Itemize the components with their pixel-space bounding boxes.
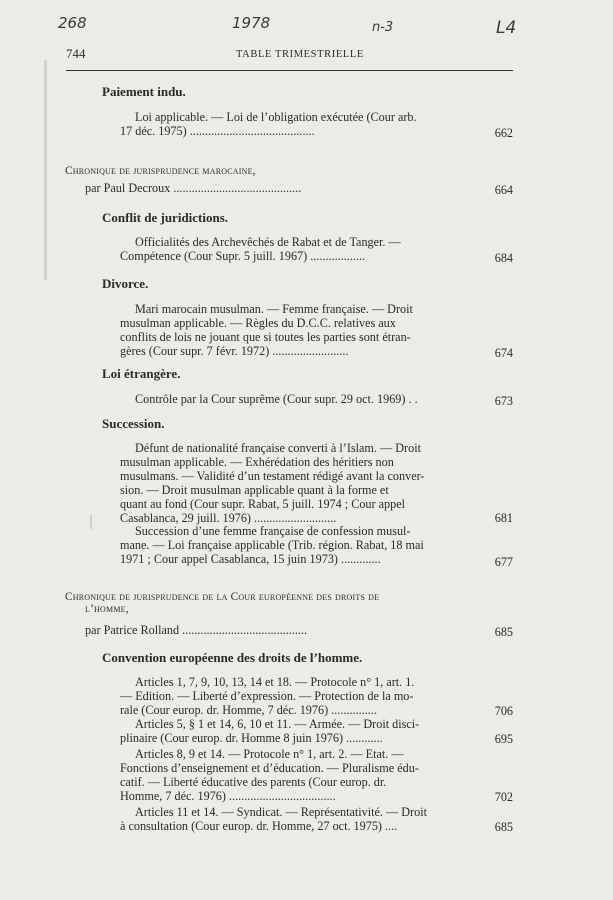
chronicle-title: l’homme, xyxy=(85,603,129,615)
entry-line: rale (Cour europ. dr. Homme, 7 déc. 1976) ............... xyxy=(120,703,377,717)
entry-line: catif. — Liberté éducative des parents (Cour europ. dr. xyxy=(120,775,387,789)
entry-line: Articles 5, § 1 et 14, 6, 10 et 11. — Armée. — Droit disci- xyxy=(135,717,420,731)
entry-line: 17 déc. 1975) ......................................... xyxy=(120,124,315,138)
entry-line: sion. — Droit musulman applicable quant à la forme et xyxy=(120,483,389,497)
page-ref: 681 xyxy=(494,511,513,525)
entry-line: Loi applicable. — Loi de l’obligation exécutée (Cour arb. xyxy=(135,110,417,124)
handwritten-note: 268 xyxy=(58,14,87,32)
page-ref: 677 xyxy=(494,555,513,569)
toc-entry xyxy=(120,124,315,138)
handwritten-note: L4 xyxy=(496,18,517,38)
running-title: TABLE TRIMESTRIELLE xyxy=(236,49,364,60)
page-ref: 664 xyxy=(494,183,513,197)
entry-line: à consultation (Cour europ. dr. Homme, 27 oct. 1975) .... xyxy=(120,819,398,833)
handwritten-note: 1978 xyxy=(232,14,271,32)
chronicle-title: Chronique de jurisprudence de la Cour européenne des droits de xyxy=(65,591,380,603)
entry-line: Officialités des Archevêchés de Rabat et de Tanger. — xyxy=(135,235,401,249)
section-heading: Divorce. xyxy=(102,276,149,291)
entry-line: plinaire (Cour europ. dr. Homme 8 juin 1976) ............ xyxy=(120,731,383,745)
entry-line: musulmans. — Validité d’un testament rédigé avant la conver- xyxy=(120,469,425,483)
page-ref: 685 xyxy=(494,625,513,639)
scan-smudge xyxy=(90,515,92,529)
entry-line: mane. — Loi française applicable (Trib. région. Rabat, 18 mai xyxy=(120,538,424,552)
section-heading: Paiement indu. xyxy=(102,84,186,99)
page-ref: 673 xyxy=(494,394,513,408)
entry-line: Défunt de nationalité française converti à l’Islam. — Droit xyxy=(135,441,421,455)
page-ref: 702 xyxy=(494,790,513,804)
entry-line: Contrôle par la Cour suprême (Cour supr. 29 oct. 1969) . . xyxy=(135,392,418,406)
section-heading: Succession. xyxy=(102,416,165,431)
section-heading: Loi étrangère. xyxy=(102,366,181,381)
entry-line: — Edition. — Liberté d’expression. — Protection de la mo- xyxy=(120,689,414,703)
entry-line: quant au fond (Cour supr. Rabat, 5 juill. 1974 ; Cour appel xyxy=(120,497,406,511)
toc-entry xyxy=(135,110,417,124)
entry-line: musulman applicable. — Exhérédation des héritiers non xyxy=(120,455,394,469)
scan-smudge xyxy=(44,60,47,280)
entry-line: Mari marocain musulman. — Femme française. — Droit xyxy=(135,302,413,316)
entry-line: Articles 8, 9 et 14. — Protocole n° 1, art. 2. — Etat. — xyxy=(135,747,404,761)
chronicle-title: Chronique de jurisprudence marocaine, xyxy=(65,165,256,177)
header-rule xyxy=(66,70,513,71)
page-ref: 706 xyxy=(494,704,513,718)
entry-line: 1971 ; Cour appel Casablanca, 15 juin 1973) ............. xyxy=(120,552,381,566)
page-ref: 674 xyxy=(494,346,513,360)
entry-line: musulman applicable. — Règles du D.C.C. relatives aux xyxy=(120,316,396,330)
entry-line: Articles 11 et 14. — Syndicat. — Représentativité. — Droit xyxy=(135,805,427,819)
chronicle-author: par Paul Decroux .......................................... xyxy=(85,181,302,195)
chronicle-author: par Patrice Rolland ......................................... xyxy=(85,623,308,637)
entry-line: Articles 1, 7, 9, 10, 13, 14 et 18. — Protocole n° 1, art. 1. xyxy=(135,675,415,689)
section-heading: Convention européenne des droits de l’homme. xyxy=(102,650,363,665)
entry-line: conflits de lois ne jouant que si toutes les parties sont étran- xyxy=(120,330,411,344)
entry-line: Casablanca, 29 juill. 1976) ........................... xyxy=(120,511,337,525)
page-ref: 684 xyxy=(494,251,513,265)
page-ref: 695 xyxy=(494,732,513,746)
handwritten-note: n-3 xyxy=(372,20,394,35)
page-ref: 662 xyxy=(494,126,513,140)
section-heading: Conflit de juridictions. xyxy=(102,210,229,225)
page-number: 744 xyxy=(66,46,86,61)
page-ref: 685 xyxy=(494,820,513,834)
entry-line: Homme, 7 déc. 1976) ................................... xyxy=(120,789,336,803)
entry-line: Fonctions d’enseignement et d’éducation. — Pluralisme édu- xyxy=(120,761,419,775)
entry-line: Compétence (Cour Supr. 5 juill. 1967) .................. xyxy=(120,249,366,263)
entry-line: gères (Cour supr. 7 févr. 1972) ......................... xyxy=(120,344,349,358)
entry-line: Succession d’une femme française de confession musul- xyxy=(135,524,411,538)
